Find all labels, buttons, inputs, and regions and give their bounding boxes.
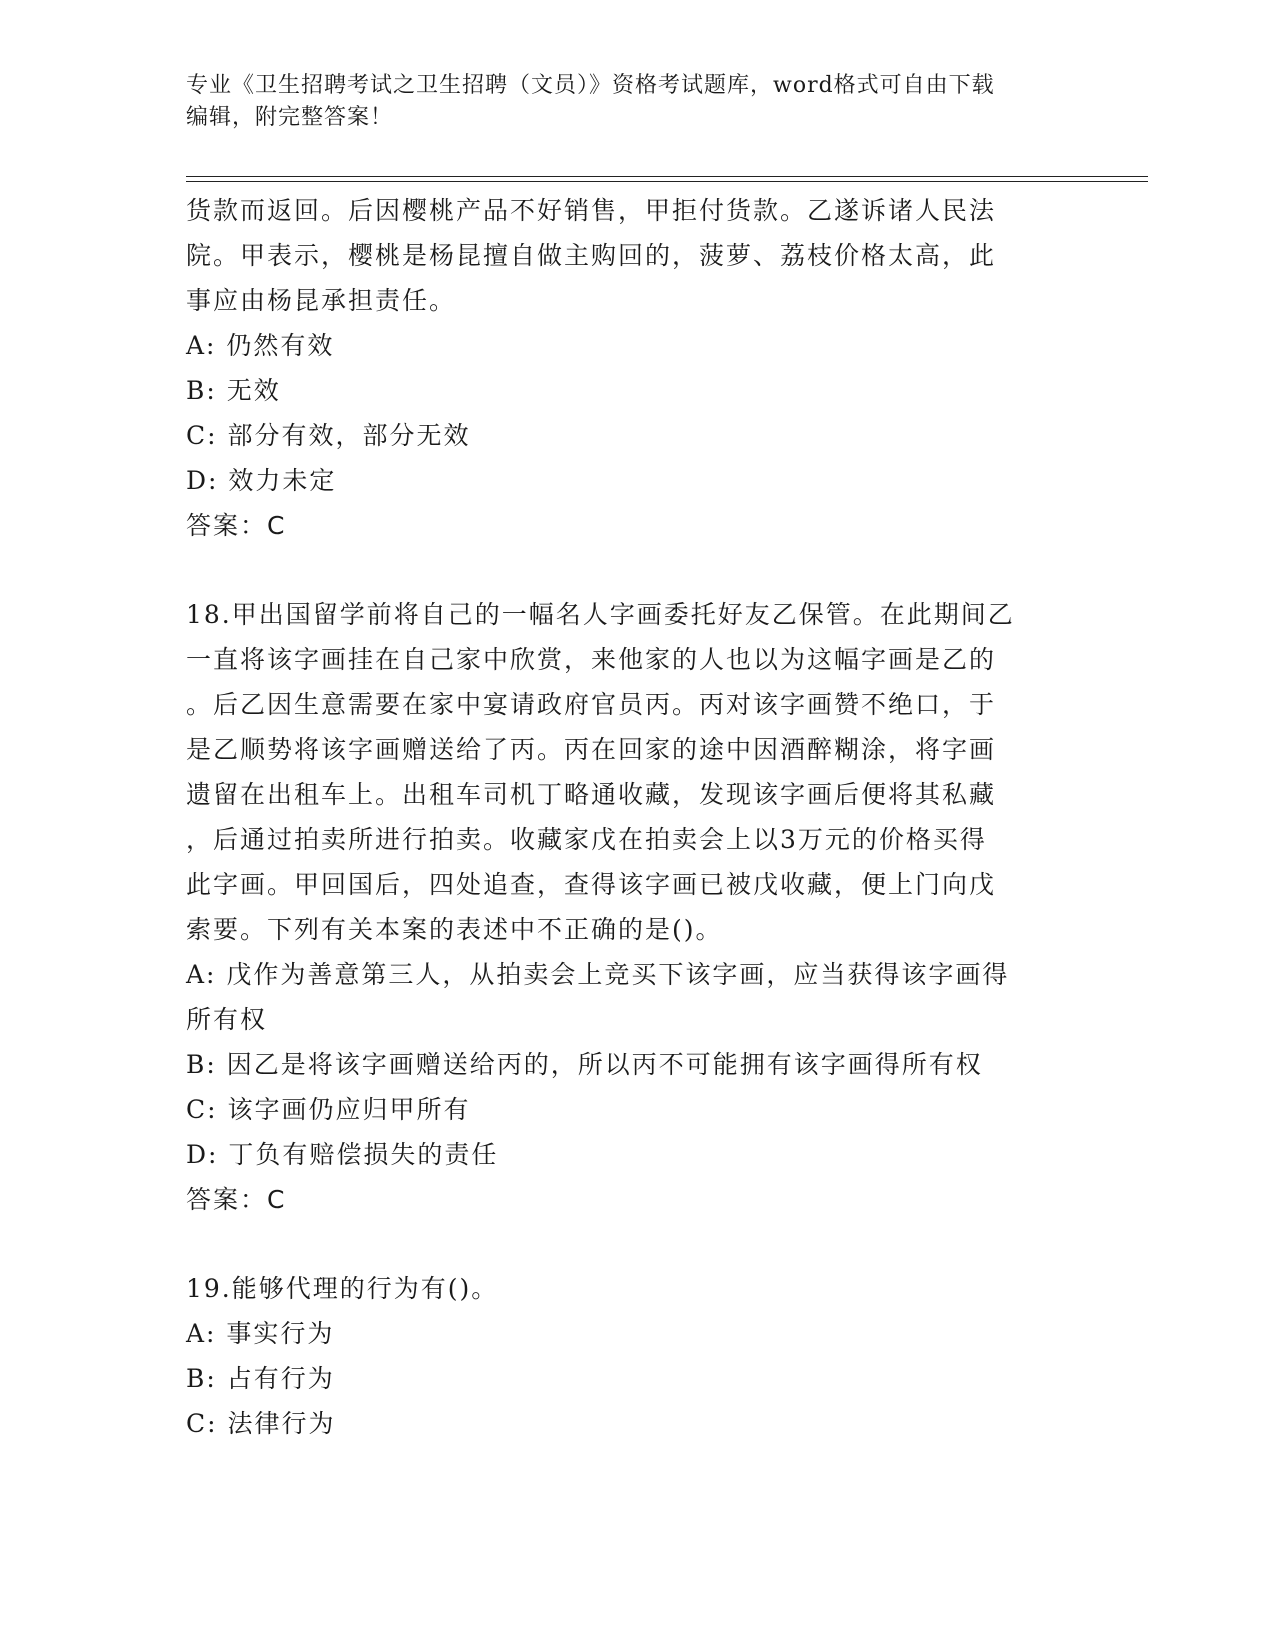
document-header xyxy=(186,70,1066,134)
header-divider-bottom xyxy=(186,181,1148,182)
header-line-1: 专业《卫生招聘考试之卫生招聘（文员）》资格考试题库，word格式可自由下载 xyxy=(186,73,995,98)
option-b: B: 无效 xyxy=(186,376,281,405)
question-stem-line: 索要。下列有关本案的表述中不正确的是()。 xyxy=(186,915,723,944)
option-c: C: 法律行为 xyxy=(186,1409,336,1438)
question-stem-line: ，后通过拍卖所进行拍卖。收藏家戊在拍卖会上以3万元的价格买得 xyxy=(186,825,987,854)
option-a-continued: 所有权 xyxy=(186,1005,268,1034)
question-stem-line: 遗留在出租车上。出租车司机丁略通收藏，发现该字画后便将其私藏 xyxy=(186,780,997,809)
option-d: D: 效力未定 xyxy=(186,466,337,495)
header-divider-top xyxy=(186,176,1148,177)
document-body xyxy=(186,188,1066,1446)
option-a: A: 戊作为善意第三人，从拍卖会上竞买下该字画，应当获得该字画得 xyxy=(186,960,1010,989)
answer-line: 答案：C xyxy=(186,1185,287,1214)
question-17 xyxy=(186,188,1066,548)
question-stem-line: 是乙顺势将该字画赠送给了丙。丙在回家的途中因酒醉糊涂，将字画 xyxy=(186,735,997,764)
option-c: C: 部分有效，部分无效 xyxy=(186,421,471,450)
option-a: A: 仍然有效 xyxy=(186,331,335,360)
question-stem-line: 一直将该字画挂在自己家中欣赏，来他家的人也以为这幅字画是乙的 xyxy=(186,645,997,674)
question-stem-line: 19.能够代理的行为有()。 xyxy=(186,1274,499,1303)
question-stem-line: 18.甲出国留学前将自己的一幅名人字画委托好友乙保管。在此期间乙 xyxy=(186,600,1015,629)
question-stem-line: 货款而返回。后因樱桃产品不好销售，甲拒付货款。乙遂诉诸人民法 xyxy=(186,196,997,225)
question-19 xyxy=(186,1266,1066,1446)
question-18 xyxy=(186,592,1066,1222)
option-c: C: 该字画仍应归甲所有 xyxy=(186,1095,471,1124)
header-line-2: 编辑，附完整答案！ xyxy=(186,105,394,130)
question-stem-line: 院。甲表示，樱桃是杨昆擅自做主购回的，菠萝、荔枝价格太高，此 xyxy=(186,241,997,270)
question-stem-line: 事应由杨昆承担责任。 xyxy=(186,286,457,315)
option-b: B: 占有行为 xyxy=(186,1364,335,1393)
option-d: D: 丁负有赔偿损失的责任 xyxy=(186,1140,499,1169)
answer-line: 答案：C xyxy=(186,511,287,540)
question-stem-line: 。后乙因生意需要在家中宴请政府官员丙。丙对该字画赞不绝口，于 xyxy=(186,690,997,719)
question-stem-line: 此字画。甲回国后，四处追查，查得该字画已被戊收藏，便上门向戊 xyxy=(186,870,997,899)
option-a: A: 事实行为 xyxy=(186,1319,335,1348)
option-b: B: 因乙是将该字画赠送给丙的，所以丙不可能拥有该字画得所有权 xyxy=(186,1050,983,1079)
